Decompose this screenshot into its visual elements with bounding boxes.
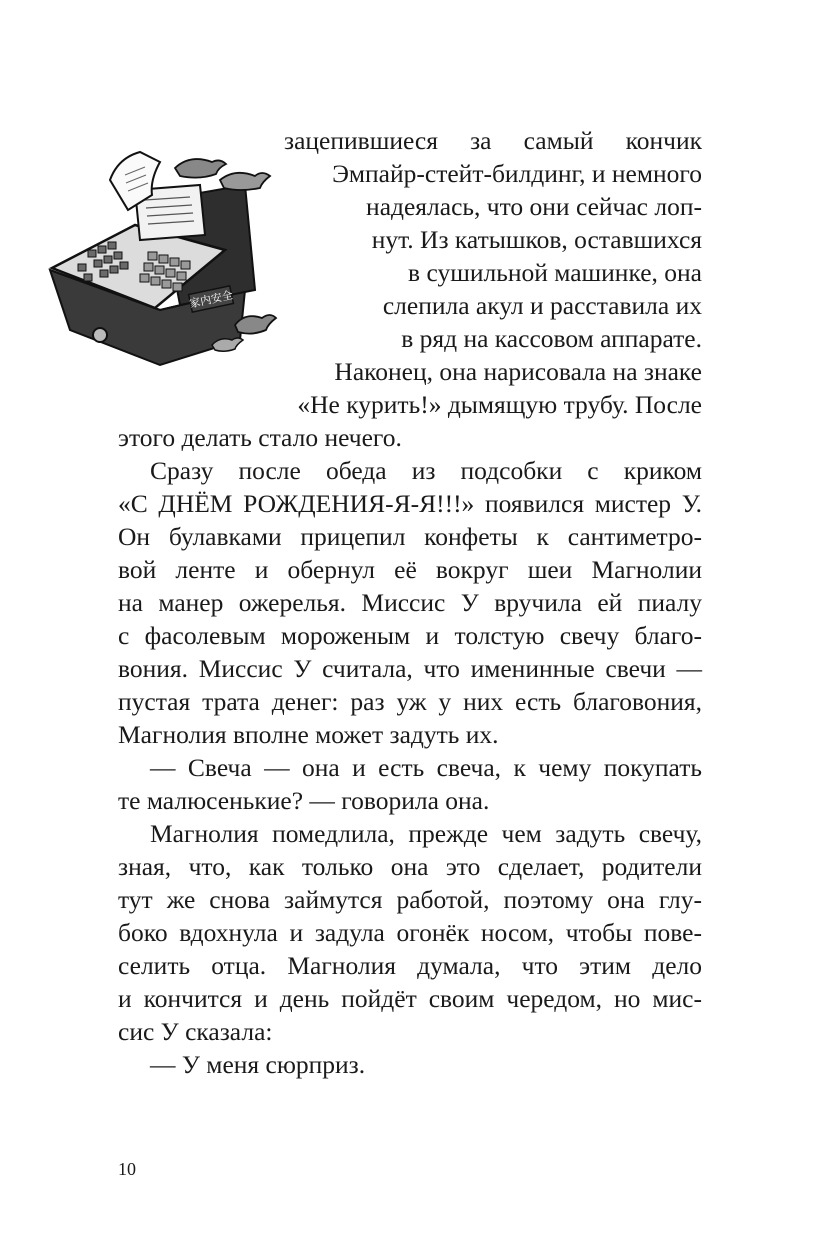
text-line-1: зацепившиеся за самый кончик [284, 126, 702, 155]
text-line-8: Наконец, она нарисовала на знаке [334, 357, 702, 386]
text-line-23: зная, что, как только она это сделает, родители [118, 852, 702, 881]
text-line-13: Он булавками прицепил конфеты к сантиметро- [118, 522, 702, 551]
text-line-6: слепила акул и расставила их [382, 291, 702, 320]
text-line-10: этого делать стало нечего. [118, 423, 402, 452]
text-line-20: — Свеча — она и есть свеча, к чему покупать [150, 753, 702, 782]
page-number: 10 [118, 1159, 136, 1179]
text-line-16: с фасолевым мороженым и толстую свечу благо- [118, 621, 702, 650]
text-line-7: в ряд на кассовом аппарате. [401, 324, 702, 353]
text-line-4: нут. Из катышков, оставшихся [371, 225, 702, 254]
text-line-25: боко вдохнула и задула огонёк носом, чтобы пове- [118, 918, 702, 947]
text-line-9: «Не курить!» дымящую трубу. После [297, 390, 702, 419]
text-line-21: те малюсенькие? — говорила она. [118, 786, 490, 815]
text-line-12: «С ДНЁМ РОЖДЕНИЯ-Я-Я!!!» появился мистер У. [118, 489, 702, 518]
text-line-2: Эмпайр-стейт-билдинг, и немного [332, 159, 702, 188]
text-line-24: тут же снова займутся работой, поэтому она глу- [118, 885, 702, 914]
cash-register-illustration [40, 140, 295, 372]
text-line-15: на манер ожерелья. Миссис У вручила ей пиалу [118, 588, 702, 617]
text-line-14: вой ленте и обернул её вокруг шеи Магнолии [118, 555, 702, 584]
text-line-17: вония. Миссис У считала, что именинные свечи — [118, 654, 702, 683]
text-line-27: и кончится и день пойдёт своим чередом, но мис- [118, 984, 702, 1013]
text-line-18: пустая трата денег: раз уж у них есть благовония, [118, 687, 702, 716]
text-line-26: селить отца. Магнолия думала, что этим дело [118, 951, 702, 980]
text-line-5: в сушильной машинке, она [408, 258, 702, 287]
text-line-28: сис У сказала: [118, 1017, 273, 1046]
text-line-29: — У меня сюрприз. [150, 1050, 366, 1079]
text-line-3: надеялась, что они сейчас лоп- [366, 192, 702, 221]
text-line-22: Магнолия помедлила, прежде чем задуть свечу, [150, 819, 702, 848]
stamp-text: 家内安全 [188, 288, 234, 311]
text-line-19: Магнолия вполне может задуть их. [118, 720, 499, 749]
text-line-11: Сразу после обеда из подсобки с криком [150, 456, 702, 485]
